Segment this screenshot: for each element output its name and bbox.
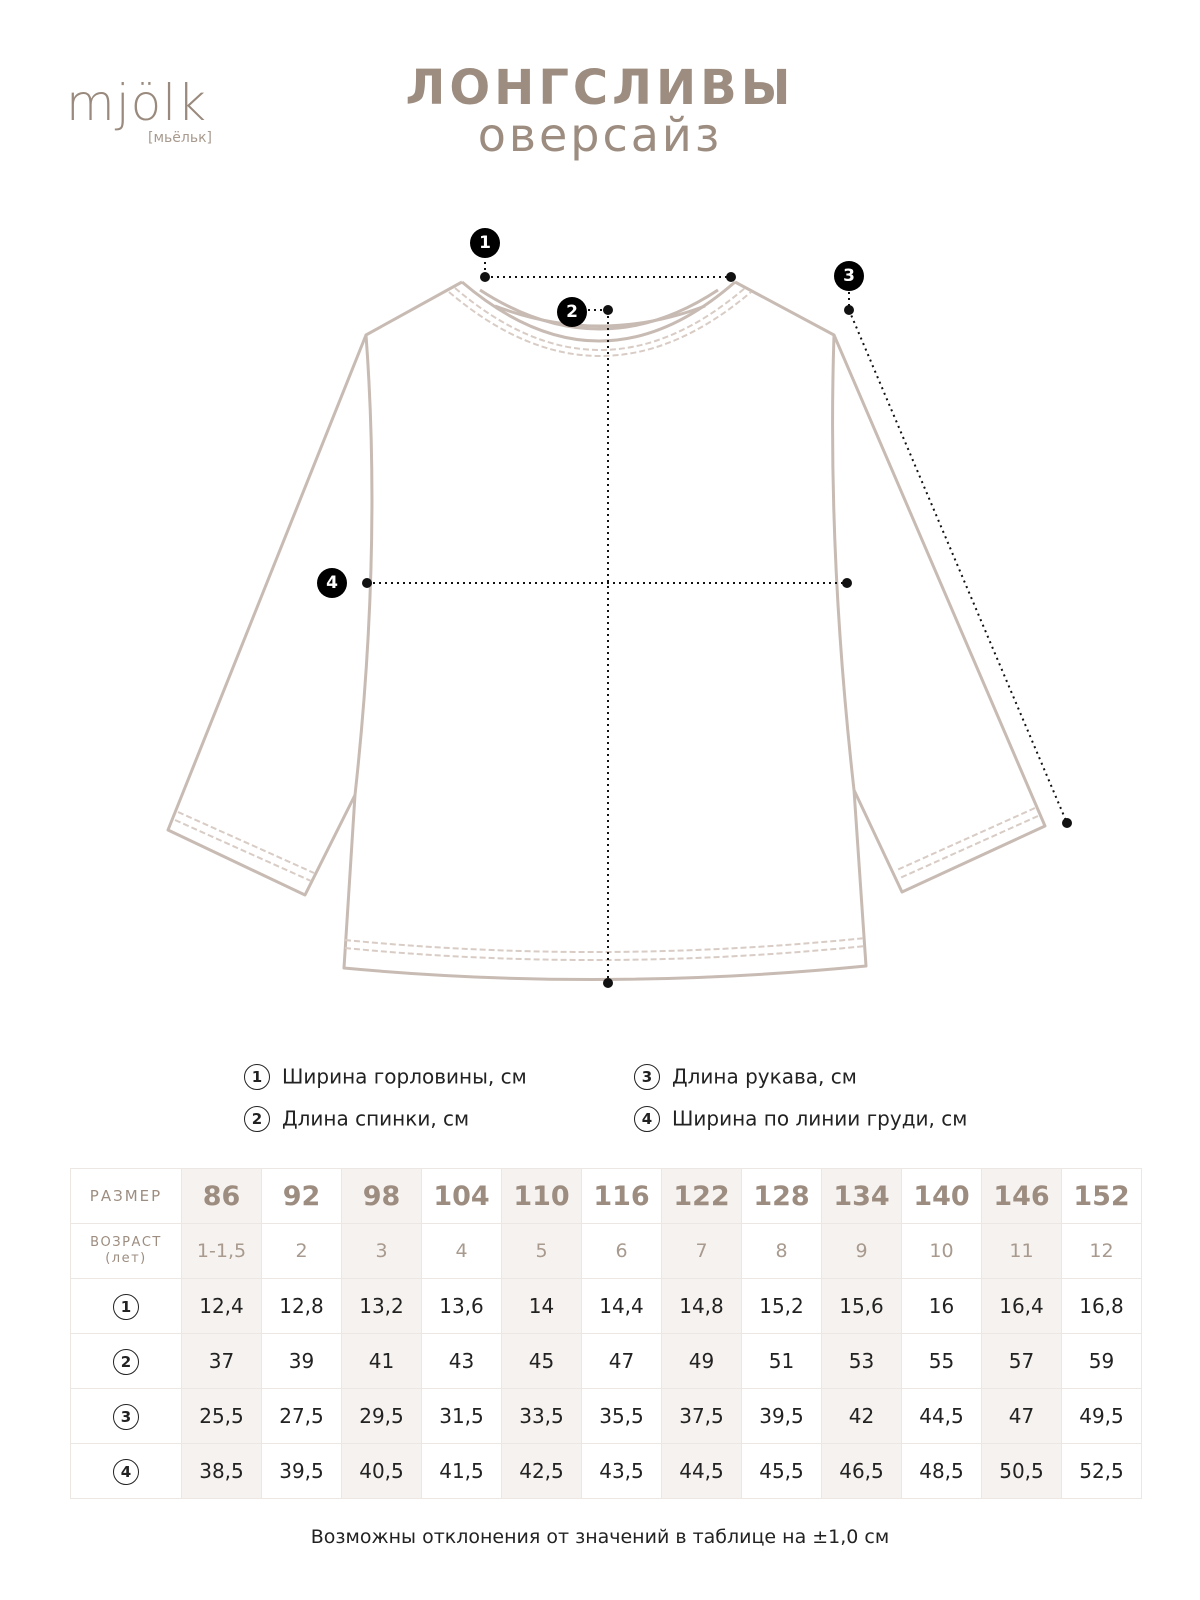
- measure-cell: 14: [502, 1279, 582, 1334]
- age-cell: 6: [582, 1224, 662, 1279]
- marker-2: 2: [557, 297, 587, 327]
- age-cell: 11: [982, 1224, 1062, 1279]
- neckline-middle: [480, 290, 718, 329]
- measure-cell: 43: [422, 1334, 502, 1389]
- measure-cell: 41: [342, 1334, 422, 1389]
- tolerance-note: Возможны отклонения от значений в таблице на ±1,0 см: [310, 1526, 890, 1548]
- age-cell: 7: [662, 1224, 742, 1279]
- age-cell: 4: [422, 1224, 502, 1279]
- measure-lines: [367, 262, 1067, 983]
- title-line2: оверсайз: [477, 108, 723, 162]
- size-cell: 110: [502, 1169, 582, 1224]
- measure-cell: 27,5: [262, 1389, 342, 1444]
- size-cell: 86: [182, 1169, 262, 1224]
- measure-cell: 47: [582, 1334, 662, 1389]
- measure-cell: 39,5: [742, 1389, 822, 1444]
- age-header-line2: (лет): [105, 1251, 147, 1266]
- age-cell: 10: [902, 1224, 982, 1279]
- measure-cell: 51: [742, 1334, 822, 1389]
- measure-cell: 16: [902, 1279, 982, 1334]
- measure-cell: 47: [982, 1389, 1062, 1444]
- measure-cell: 48,5: [902, 1444, 982, 1499]
- measure-cell: 42: [822, 1389, 902, 1444]
- legend-number: 3: [634, 1064, 660, 1090]
- row-label: [71, 1444, 182, 1499]
- row-label: [71, 1334, 182, 1389]
- measure-cell: 25,5: [182, 1389, 262, 1444]
- brand-transcription: [мьёльк]: [148, 130, 213, 146]
- measure-cell: 55: [902, 1334, 982, 1389]
- legend-item-4: [634, 1105, 967, 1132]
- row-label: [71, 1279, 182, 1334]
- measure-cell: 49,5: [1062, 1389, 1142, 1444]
- measure-row-1: [71, 1279, 1142, 1334]
- measure-cell: 44,5: [902, 1389, 982, 1444]
- row-number: 4: [113, 1459, 139, 1485]
- legend-item-3: [634, 1063, 857, 1090]
- measure-row-2: [71, 1334, 1142, 1389]
- measure-cell: 37: [182, 1334, 262, 1389]
- legend-item-1: [244, 1063, 527, 1090]
- size-cell: 134: [822, 1169, 902, 1224]
- left-sleeve-outline: [168, 335, 366, 895]
- measure-cell: 16,4: [982, 1279, 1062, 1334]
- measure-cell: 13,2: [342, 1279, 422, 1334]
- legend-label: Длина рукава, см: [672, 1064, 857, 1089]
- measure-row-3: [71, 1389, 1142, 1444]
- size-cell: 122: [662, 1169, 742, 1224]
- size-cell: 116: [582, 1169, 662, 1224]
- age-cell: 3: [342, 1224, 422, 1279]
- marker-3: 3: [834, 261, 864, 291]
- size-cell: 146: [982, 1169, 1062, 1224]
- measure-cell: 31,5: [422, 1389, 502, 1444]
- measure-cell: 50,5: [982, 1444, 1062, 1499]
- age-row: [71, 1224, 1142, 1279]
- legend-number: 1: [244, 1064, 270, 1090]
- measure-cell: 37,5: [662, 1389, 742, 1444]
- age-header-line1: ВОЗРАСТ: [90, 1235, 162, 1250]
- measure-cell: 16,8: [1062, 1279, 1142, 1334]
- legend-number: 2: [244, 1106, 270, 1132]
- measure-cell: 42,5: [502, 1444, 582, 1499]
- legend-number: 4: [634, 1106, 660, 1132]
- measure-cell: 52,5: [1062, 1444, 1142, 1499]
- age-cell: 9: [822, 1224, 902, 1279]
- row-number: 2: [113, 1349, 139, 1375]
- age-cell: 12: [1062, 1224, 1142, 1279]
- measure-cell: 53: [822, 1334, 902, 1389]
- row-number: 1: [113, 1294, 139, 1320]
- size-table: [70, 1168, 1142, 1499]
- right-sleeve-outline: [834, 335, 1045, 892]
- measure-cell: 57: [982, 1334, 1062, 1389]
- measure-cell: 45: [502, 1334, 582, 1389]
- legend-label: Ширина горловины, см: [282, 1064, 527, 1089]
- size-cell: 92: [262, 1169, 342, 1224]
- size-cell: 140: [902, 1169, 982, 1224]
- age-cell: 2: [262, 1224, 342, 1279]
- measure-cell: 59: [1062, 1334, 1142, 1389]
- size-cell: 152: [1062, 1169, 1142, 1224]
- age-cell: 1-1,5: [182, 1224, 262, 1279]
- age-header: [71, 1224, 182, 1279]
- measure-dots: [362, 272, 1072, 988]
- measure-cell: 40,5: [342, 1444, 422, 1499]
- measure-cell: 15,2: [742, 1279, 822, 1334]
- measure-cell: 39,5: [262, 1444, 342, 1499]
- age-cell: 8: [742, 1224, 822, 1279]
- measure-cell: 46,5: [822, 1444, 902, 1499]
- measure-cell: 12,4: [182, 1279, 262, 1334]
- size-row: [71, 1169, 1142, 1224]
- measure-cell: 14,8: [662, 1279, 742, 1334]
- size-cell: 104: [422, 1169, 502, 1224]
- measure-cell: 45,5: [742, 1444, 822, 1499]
- size-cell: 98: [342, 1169, 422, 1224]
- marker-4: 4: [317, 568, 347, 598]
- measure-cell: 38,5: [182, 1444, 262, 1499]
- measure-row-4: [71, 1444, 1142, 1499]
- measure-cell: 35,5: [582, 1389, 662, 1444]
- marker-1: 1: [470, 228, 500, 258]
- size-cell: 128: [742, 1169, 822, 1224]
- measure-cell: 33,5: [502, 1389, 582, 1444]
- age-cell: 5: [502, 1224, 582, 1279]
- measure-cell: 12,8: [262, 1279, 342, 1334]
- row-label: [71, 1389, 182, 1444]
- title-line1: ЛОНГСЛИВЫ: [405, 60, 795, 116]
- measure-cell: 39: [262, 1334, 342, 1389]
- measure-cell: 13,6: [422, 1279, 502, 1334]
- measure-cell: 29,5: [342, 1389, 422, 1444]
- measure-line-sleeve-length: [849, 310, 1067, 823]
- measure-cell: 41,5: [422, 1444, 502, 1499]
- measure-cell: 49: [662, 1334, 742, 1389]
- row-number: 3: [113, 1404, 139, 1430]
- measure-cell: 15,6: [822, 1279, 902, 1334]
- measure-cell: 14,4: [582, 1279, 662, 1334]
- measure-cell: 44,5: [662, 1444, 742, 1499]
- body-outline: [344, 282, 866, 980]
- legend-label: Ширина по линии груди, см: [672, 1106, 968, 1131]
- stitch-lines: [175, 288, 1038, 960]
- legend-label: Длина спинки, см: [282, 1106, 470, 1131]
- brand-name: mjölk: [66, 74, 208, 132]
- legend-item-2: [244, 1105, 469, 1132]
- size-header: РАЗМЕР: [71, 1169, 182, 1224]
- measure-cell: 43,5: [582, 1444, 662, 1499]
